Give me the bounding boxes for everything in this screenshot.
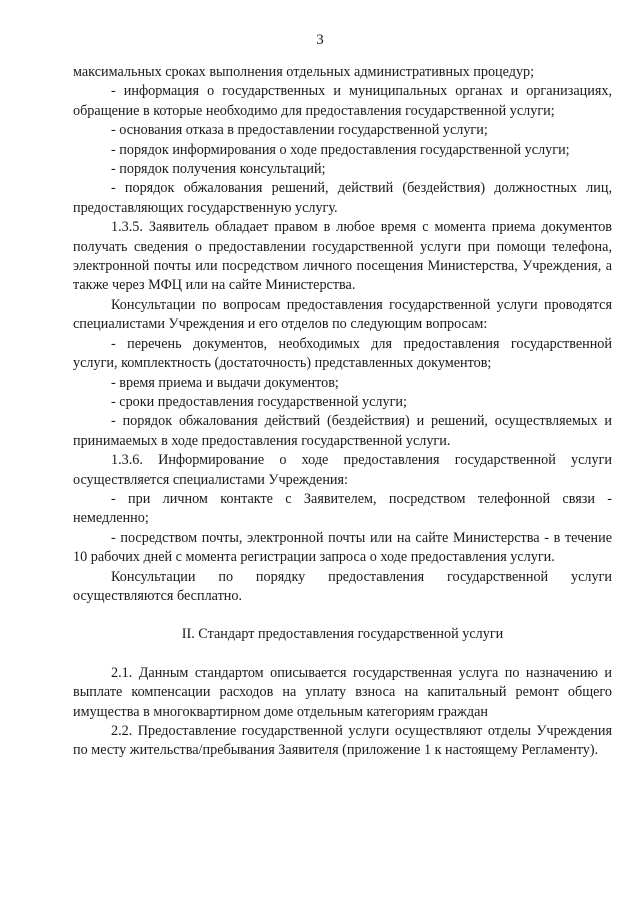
paragraph: Консультации по вопросам предоставления государственной услуги проводятся специалистами Учреждения и его отделов по следующим вопросам: bbox=[73, 296, 612, 333]
list-item: - порядок обжалования решений, действий (бездействия) должностных лиц, предоставляющих государственную услугу. bbox=[73, 180, 612, 216]
list-item: - информация о государственных и муниципальных органах и организациях, обращение в которые необходимо для предоставления государственной услуги; bbox=[73, 83, 612, 119]
list-item: - сроки предоставления государственной услуги; bbox=[111, 393, 407, 410]
section-paragraph: 2.2. Предоставление государственной услуги осуществляют отделы Учреждения по месту жительства/пребывания Заявителя (приложение 1 к настоящему Регламенту). bbox=[73, 723, 612, 759]
section-paragraph: 2.1. Данным стандартом описывается государственная услуга по назначению и выплате компенсации расходов на уплату взноса на капитальный ремонт общего имущества в многоквартирном доме отдельным категориям граждан bbox=[73, 664, 612, 720]
list-item: - время приема и выдачи документов; bbox=[111, 374, 339, 391]
list-item: - порядок информирования о ходе предоставления государственной услуги; bbox=[111, 141, 570, 158]
paragraph: 1.3.5. Заявитель обладает правом в любое время с момента приема документов получать сведения о предоставлении государственной услуги при помощи телефона, электронной почты или посредством личного посещения Министерства, Учреждения, а также через МФЦ или на сайте Министерства. bbox=[73, 219, 612, 294]
list-item: - перечень документов, необходимых для предоставления государственной услуги, комплектность (достаточность) представленных документов; bbox=[73, 335, 612, 372]
list-item: - порядок обжалования действий (бездействия) и решений, осуществляемых и принимаемых в ходе предоставления государственной услуги. bbox=[73, 413, 612, 449]
list-item: - порядок получения консультаций; bbox=[111, 161, 326, 178]
paragraph: максимальных сроках выполнения отдельных административных процедур; bbox=[73, 64, 535, 80]
section-heading: II. Стандарт предоставления государственной услуги bbox=[181, 626, 504, 643]
paragraph: Консультации по порядку предоставления государственной услуги осуществляются бесплатно. bbox=[73, 568, 612, 604]
list-item: - при личном контакте с Заявителем, посредством телефонной связи - немедленно; bbox=[73, 490, 612, 527]
list-item: - основания отказа в предоставлении государственной услуги; bbox=[111, 122, 488, 139]
document-body bbox=[73, 63, 612, 761]
list-item: - посредством почты, электронной почты или на сайте Министерства - в течение 10 рабочих дней с момента регистрации запроса о ходе предоставления услуги. bbox=[73, 529, 612, 566]
page-number: 3 bbox=[316, 32, 324, 48]
paragraph: 1.3.6. Информирование о ходе предоставления государственной услуги осуществляется специалистами Учреждения: bbox=[73, 452, 612, 488]
